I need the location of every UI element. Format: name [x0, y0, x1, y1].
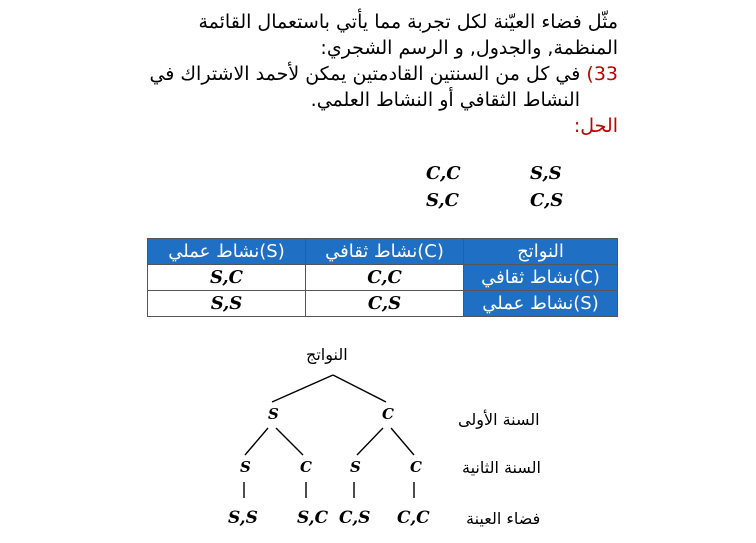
solution-label: الحل: [573, 115, 618, 137]
row-label: نشاط ثقافي(C) [464, 265, 618, 291]
level-label-year1: السنة الأولى [458, 410, 540, 429]
list-item: S,S [530, 163, 562, 184]
tree-leaf: C,S [339, 508, 371, 528]
tree-root: النواتج [306, 345, 348, 364]
question-number: 33) [586, 63, 618, 85]
tree-node: C [382, 405, 394, 423]
instruction-line-2: المنظمة, والجدول, و الرسم الشجري: [320, 37, 618, 59]
tree-node: S [240, 458, 251, 476]
header-cultural: نشاط ثقافي(C) [306, 239, 464, 265]
tree-node: C [300, 458, 312, 476]
list-item: S,C [426, 190, 459, 211]
table-cell: C,S [306, 291, 464, 317]
list-item: C,C [426, 163, 461, 184]
header-science: نشاط عملي(S) [148, 239, 306, 265]
header-outcomes: النواتج [464, 239, 618, 265]
tree-leaf: S,C [297, 508, 329, 528]
row-label: نشاط عملي(S) [464, 291, 618, 317]
question-text: في كل من السنتين القادمتين يمكن لأحمد الاشتراك في [149, 63, 581, 85]
table-cell: C,C [306, 265, 464, 291]
tree-leaf: S,S [228, 508, 258, 528]
instruction-line-1: مثّل فضاء العيّنة لكل تجربة مما يأتي باستعمال القائمة [198, 11, 618, 33]
tree-node: S [350, 458, 361, 476]
list-item: C,S [530, 190, 564, 211]
question-line-2: النشاط الثقافي أو النشاط العلمي. [310, 89, 580, 111]
table-cell: S,C [148, 265, 306, 291]
level-label-year2: السنة الثانية [462, 458, 541, 477]
tree-node: C [410, 458, 422, 476]
level-label-sample-space: فضاء العينة [466, 509, 541, 528]
tree-node: S [268, 405, 279, 423]
table-cell: S,S [148, 291, 306, 317]
tree-leaf: C,C [397, 508, 430, 528]
